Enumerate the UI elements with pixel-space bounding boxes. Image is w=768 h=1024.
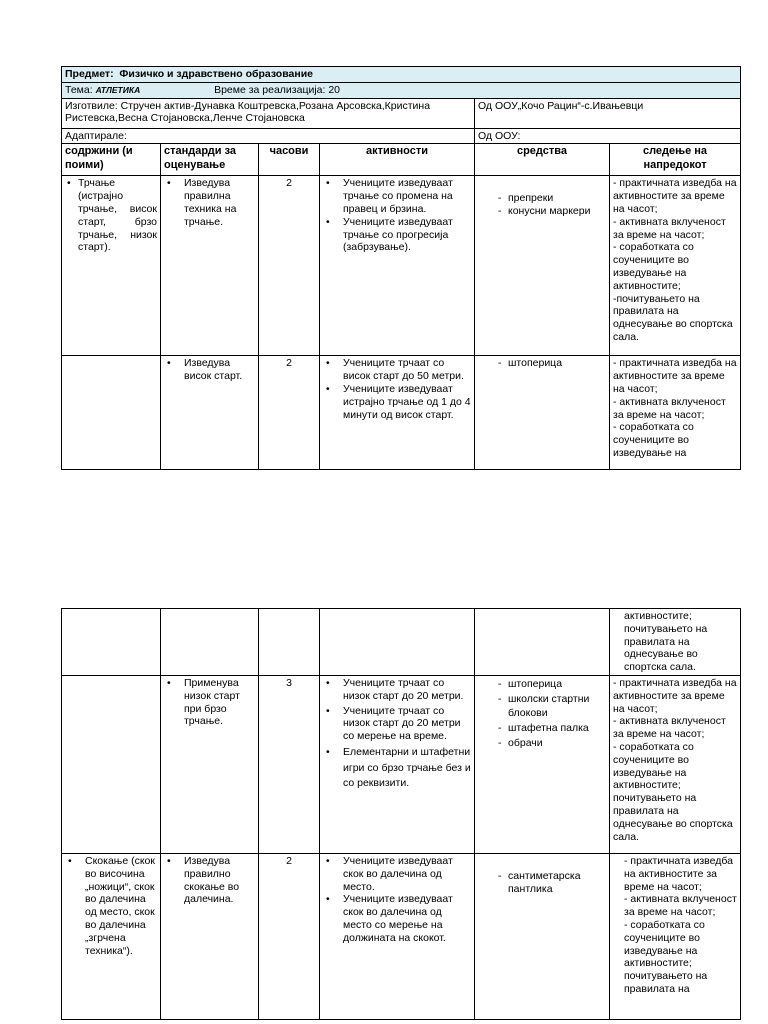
progress-cell: - практичната изведба на активностите за време на часот; - активната вклученост за време на часот; - соработката со соучениците во изведување на активностите; почитувањето на правилата на (610, 854, 741, 1020)
resources-cell (475, 676, 610, 854)
content-cell (62, 854, 161, 1020)
activity-item: • Учениците изведуваат скок во далечина од место. (323, 855, 471, 893)
adapted-row (62, 128, 741, 144)
hours-cell: 2 (259, 854, 320, 1020)
activities-cell (320, 854, 475, 1020)
activity-item: • Учениците изведуваат трчање со промена на правец и брзина. (323, 177, 471, 215)
curriculum-table-page-2 (61, 608, 741, 1020)
content-item: • Трчање (истрајно трчање, висок старт, брзо трчање, низок старт). (65, 177, 157, 254)
standard-item: • Изведува правилна техника на трчање. (164, 177, 255, 228)
hours-cell: 2 (259, 176, 320, 356)
activity-item: • Учениците трчаат со низок старт до 20 метри со мерење на време. (323, 705, 471, 743)
standard-cell (161, 854, 259, 1020)
subject-label: Предмет: (65, 68, 114, 80)
standard-cell (161, 609, 259, 676)
progress-cell: - практичната изведба на активностите за време на часот; - активната вклученост за време на часот; - соработката со соучениците во изведување на (610, 356, 741, 470)
activities-cell (320, 676, 475, 854)
subject-cell (62, 67, 741, 83)
content-cell (62, 356, 161, 470)
table-row (62, 676, 741, 854)
tema-value: АТЛЕТИКА (95, 84, 141, 95)
col-header-progress: следење на напредокот (610, 144, 741, 176)
resource-item: - штоперица (478, 357, 606, 370)
activity-item: • Елементарни и штафетни игри со брзо трчање без и со реквизити. (323, 745, 471, 792)
col-header-activities: активности (320, 144, 475, 176)
subject-row (62, 67, 741, 83)
standard-item: • Изведува висок старт. (164, 357, 255, 383)
progress-cell: - практичната изведба на активностите за време на часот; - активната вклученост за време на часот; - соработката со соучениците во изведување на активностите; -почитувањето на правилата на однесување во спортска сала. (610, 176, 741, 356)
resources-cell (475, 609, 610, 676)
resource-item: - препреки (478, 192, 606, 205)
progress-cell: активностите; почитувањето на правилата на однесување во спортска сала. (610, 609, 741, 676)
hours-cell (259, 609, 320, 676)
subject-value: Физичко и здравствено образование (119, 68, 314, 80)
adapted-label-cell: Адаптирале: (62, 128, 475, 144)
col-header-hours: часови (259, 144, 320, 176)
hours-cell: 2 (259, 356, 320, 470)
resource-item: - сантиметарска пантлика (478, 870, 606, 896)
activity-item: • Учениците трчаат со висок старт до 50 метри. (323, 357, 471, 383)
standard-item: • Изведува правилно скокање во далечина. (164, 855, 255, 906)
standard-cell (161, 676, 259, 854)
resources-cell (475, 176, 610, 356)
standard-cell (161, 356, 259, 470)
resources-cell (475, 356, 610, 470)
activity-item: • Учениците трчаат со низок старт до 20 метри. (323, 677, 471, 703)
resource-item: - штафетна палка (478, 721, 606, 736)
activity-item: • Учениците изведуваат трчање со прогресија (забрзување). (323, 216, 471, 254)
resource-item: - конусни маркери (478, 205, 606, 218)
column-header-row (62, 144, 741, 176)
tema-cell (62, 82, 741, 98)
table-row (62, 176, 741, 356)
hours-cell: 3 (259, 676, 320, 854)
prepared-row (62, 98, 741, 128)
resource-item: - штоперица (478, 677, 606, 692)
table-row (62, 356, 741, 470)
standard-cell (161, 176, 259, 356)
table-row (62, 609, 741, 676)
resources-cell (475, 854, 610, 1020)
col-header-content: содржини (и поими) (62, 144, 161, 176)
activity-item: • Учениците изведуваат истрајно трчање од 1 до 4 минути од висок старт. (323, 383, 471, 421)
content-item: • Скокање (скок во височина „ножици“, скок во далечина од место, скок во далечина „згрчена техника“). (65, 855, 157, 957)
standard-item: • Применува низок старт при брзо трчање. (164, 677, 255, 728)
content-cell (62, 176, 161, 356)
adapted-school-cell: Од ООУ: (475, 128, 741, 144)
prepared-by-cell: Изготвиле: Стручен актив-Дунавка Коштревска,Розана Арсовска,Кристина Ристевска,Весна Стојановска,Ленче Стојановска (62, 98, 475, 128)
school-from-cell: Од ООУ„Кочо Рацин“-с.Ивањевци (475, 98, 741, 128)
col-header-resources: средства (475, 144, 610, 176)
tema-label: Тема: (65, 83, 93, 96)
resource-item: - обрачи (478, 736, 606, 751)
content-cell (62, 676, 161, 854)
time-label: Време за реализација: 20 (214, 83, 341, 96)
resource-item: - школски стартни блокови (478, 692, 606, 721)
activity-item: • Учениците изведуваат скок во далечина од место со мерење на должината на скокот. (323, 893, 471, 944)
activities-cell (320, 176, 475, 356)
col-header-standards: стандарди за оценување (161, 144, 259, 176)
activities-cell (320, 609, 475, 676)
curriculum-table-page-1 (61, 66, 741, 470)
activities-cell (320, 356, 475, 470)
table-row (62, 854, 741, 1020)
progress-cell: - практичната изведба на активностите за време на часот; - активната вклученост за време на часот; - соработката со соучениците во изведување на активностите; почитувањето на правилата на однесување во спортска сала. (610, 676, 741, 854)
tema-row (62, 82, 741, 98)
content-cell (62, 609, 161, 676)
